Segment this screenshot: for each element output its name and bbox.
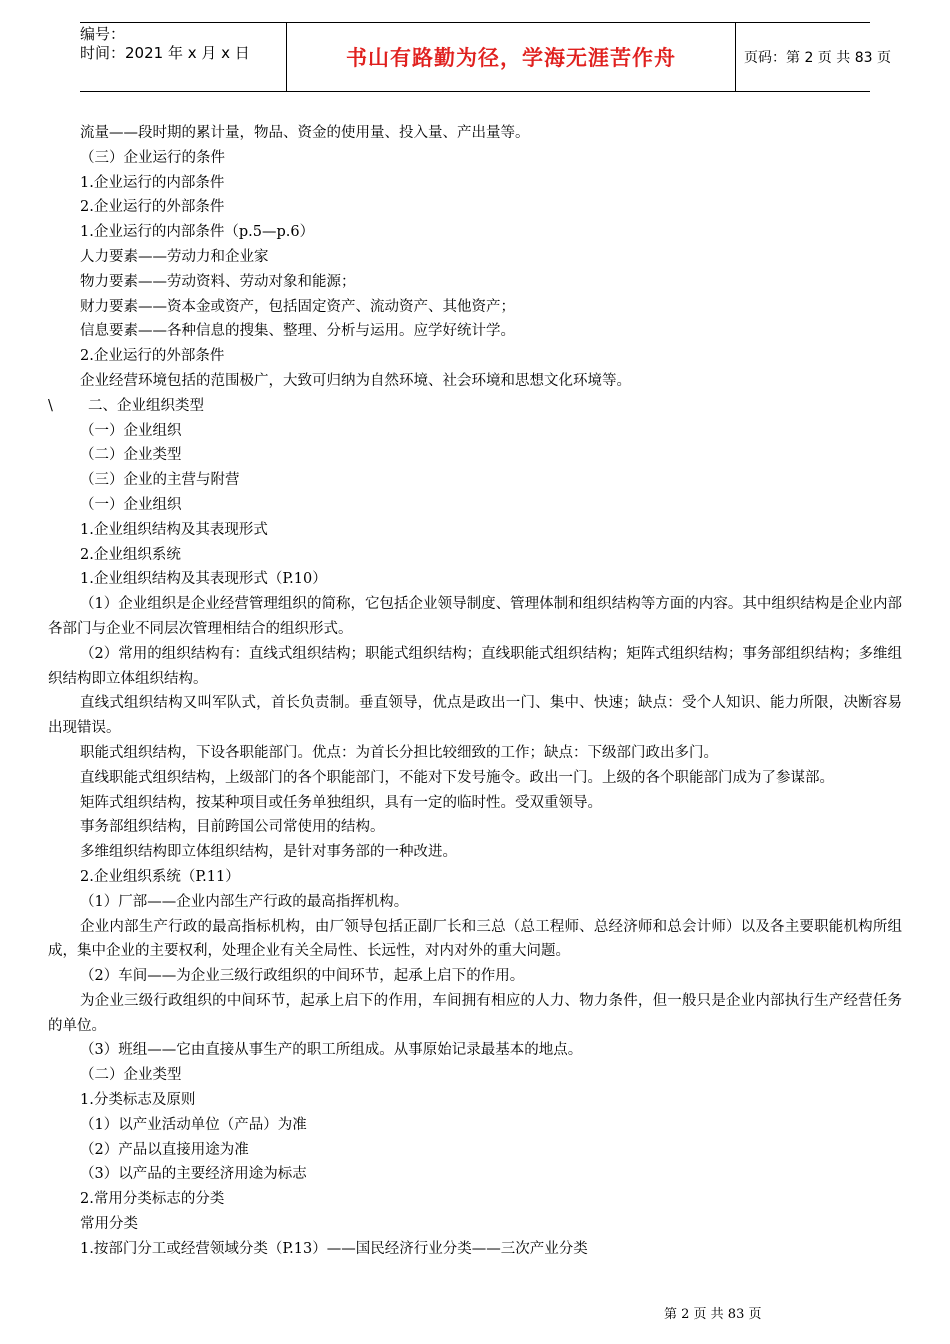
body-line: 1.分类标志及原则 [80,1092,196,1109]
body-paragraph: 为企业三级行政组织的中间环节，起承上启下的作用，车间拥有相应的人力、物力条件，但一般只是企业内部执行生产经营任务的单位。 [48,992,902,1034]
header-page-cell [736,23,891,91]
body-line: 物力要素——劳动资料、劳动对象和能源； [80,273,356,290]
body-line: （三）企业运行的条件 [80,149,225,166]
body-line: 人力要素——劳动力和企业家 [80,248,269,265]
body-line: （一）企业组织 [80,496,182,513]
body-line: 财力要素——资本金或资产，包括固定资产、流动资产、其他资产； [80,298,515,315]
body-line: 2.企业组织系统（P.11） [80,868,240,885]
section-heading-text: 二、企业组织类型 [88,397,204,414]
document-body [48,121,902,1262]
body-line: 2.企业运行的外部条件 [80,348,225,365]
body-line: 常用分类 [80,1216,138,1233]
header-time-label: 时间：2021 年 x 月 x 日 [80,44,250,62]
body-line: （3）班组——它由直接从事生产的职工所组成。从事原始记录最基本的地点。 [80,1042,583,1059]
body-line: 矩阵式组织结构，按某种项目或任务单独组织，具有一定的临时性。受双重领导。 [80,794,602,811]
document-header [80,22,891,92]
body-line: 2.常用分类标志的分类 [80,1191,225,1208]
body-line: 1.企业组织结构及其表现形式 [80,521,268,538]
header-number-label: 编号： [80,25,126,43]
body-line: 流量——段时期的累计量，物品、资金的使用量、投入量、产出量等。 [80,125,530,141]
body-line: 职能式组织结构，下设各职能部门。优点：为首长分担比较细致的工作；缺点：下级部门政出多门。 [80,744,718,761]
body-line: 1.企业运行的内部条件 [80,174,225,191]
body-line: （二）企业类型 [80,1067,182,1084]
body-line: （1）厂部——企业内部生产行政的最高指挥机构。 [80,893,409,910]
body-line: （1）以产业活动单位（产品）为准 [80,1116,307,1133]
body-paragraph: 企业内部生产行政的最高指标机构，由厂领导包括正副厂长和三总（总工程师、总经济师和总会计师）以及各主要职能机构所组成，集中企业的主要权利，处理企业有关全局性、长远性，对内对外的重大问题。 [48,918,902,960]
header-motto: 书山有路勤为径，学海无涯苦作舟 [346,46,676,70]
body-line: 事务部组织结构，目前跨国公司常使用的结构。 [80,819,385,836]
body-line: 1.企业组织结构及其表现形式（P.10） [80,571,327,588]
body-line: 信息要素——各种信息的搜集、整理、分析与运用。应学好统计学。 [80,323,515,340]
body-line: （2）产品以直接用途为准 [80,1141,249,1158]
body-line: （2）车间——为企业三级行政组织的中间环节，起承上启下的作用。 [80,968,525,985]
body-line: 1.按部门分工或经营领域分类（P.13）——国民经济行业分类——三次产业分类 [80,1240,588,1257]
body-line: （一）企业组织 [80,422,182,439]
header-page-label: 页码：第 2 页 共 83 页 [744,50,891,66]
stray-mark: \ [48,397,53,414]
body-paragraph: （2）常用的组织结构有：直线式组织结构；职能式组织结构；直线职能式组织结构；矩阵式组织结构；事务部组织结构；多维组织结构即立体组织结构。 [48,645,902,687]
body-line: （三）企业的主营与附营 [80,472,240,489]
body-line: 2.企业组织系统 [80,546,181,563]
body-paragraph: （1）企业组织是企业经营管理组织的简称，它包括企业领导制度、管理体制和组织结构等方面的内容。其中组织结构是企业内部各部门与企业不同层次管理相结合的组织形式。 [48,596,902,637]
body-line: 1.企业运行的内部条件（p.5—p.6） [80,224,315,241]
body-line: （二）企业类型 [80,447,182,464]
header-motto-cell [286,23,736,91]
body-paragraph: 直线职能式组织结构，上级部门的各个职能部门，不能对下发号施令。政出一门。上级的各个职能部门成为了参谋部。 [80,769,834,786]
header-meta [80,23,286,91]
page-footer: 第 2 页 共 83 页 [664,1307,762,1322]
body-line: 2.企业运行的外部条件 [80,199,225,216]
section-heading [48,394,902,419]
body-line: （3）以产品的主要经济用途为标志 [80,1166,307,1183]
body-line: 企业经营环境包括的范围极广，大致可归纳为自然环境、社会环境和思想文化环境等。 [80,372,631,389]
body-line: 多维组织结构即立体组织结构，是针对事务部的一种改进。 [80,844,457,861]
body-paragraph: 直线式组织结构又叫军队式，首长负责制。垂直领导，优点是政出一门、集中、快速；缺点：受个人知识、能力所限，决断容易出现错误。 [48,695,902,737]
